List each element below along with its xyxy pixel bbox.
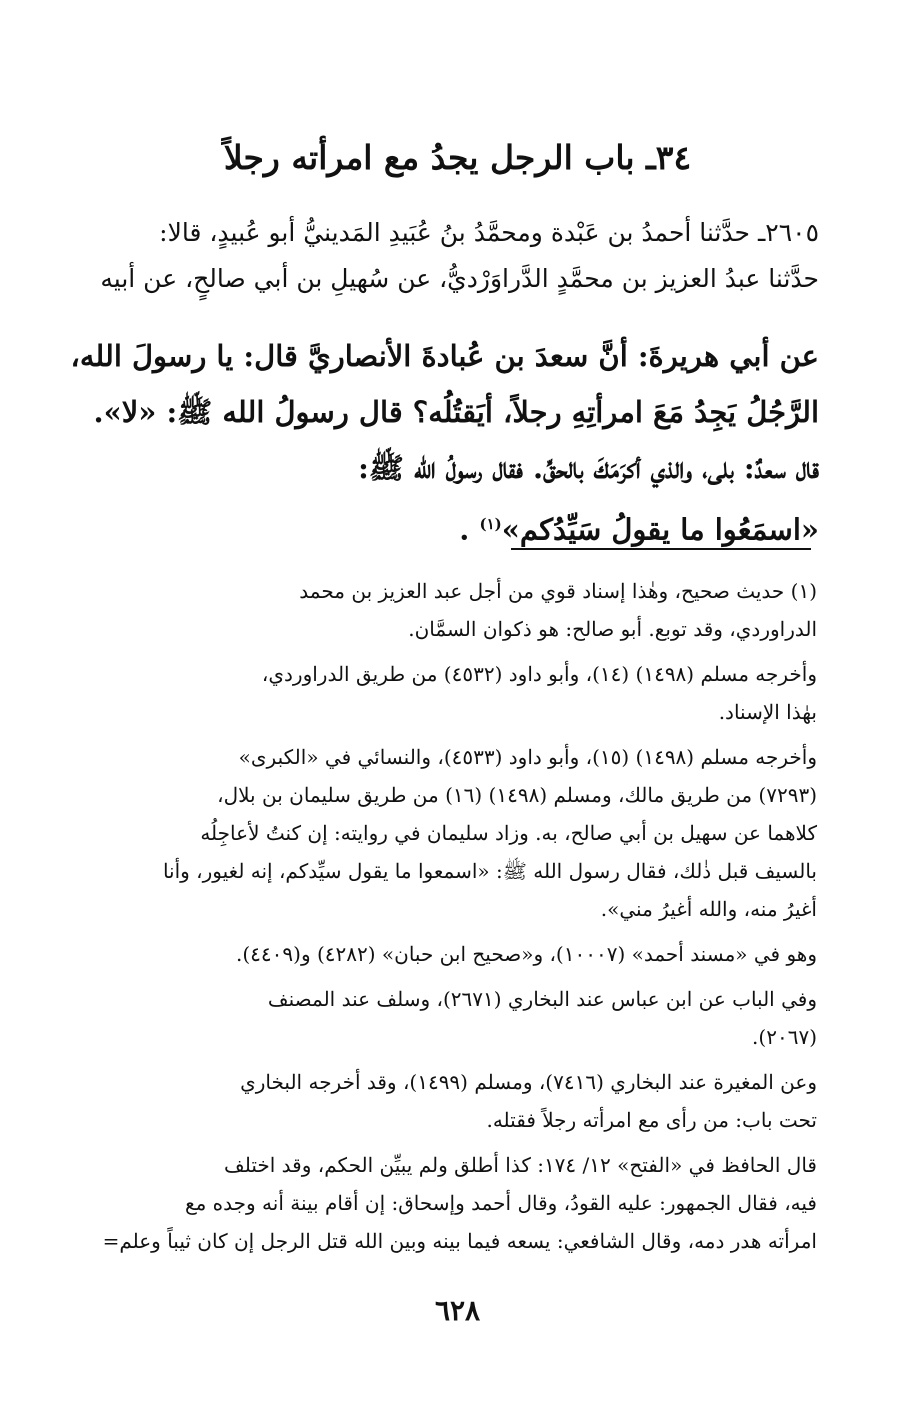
footnote-line: وعن المغيرة عند البخاري (٧٤١٦)، ومسلم (١٤٩٩)، وقد أخرجه البخاري [240, 1070, 817, 1094]
footnote-line: وأخرجه مسلم (١٤٩٨) (١٤)، وأبو داود (٤٥٣٢) من طريق الدراوردي، [261, 662, 817, 686]
footnote-paragraph [96, 738, 817, 928]
matn-line: عن أبي هريرةَ: أنَّ سعدَ بن عُبادةَ الأنصاريَّ قال: يا رسولَ الله، [70, 339, 819, 373]
footnote-line: وهو في «مسند أحمد» (١٠٠٠٧)، و«صحيح ابن حبان» (٤٢٨٢) و(٤٤٠٩). [236, 942, 817, 966]
footnote-paragraph [96, 1146, 817, 1260]
hadith-matn [70, 328, 819, 558]
footnote-line: الدراوردي، وقد توبع. أبو صالح: هو ذكوان السمَّان. [408, 617, 817, 641]
footnote-paragraph [96, 572, 817, 648]
chapter-title: ٣٤ـ باب الرجل يجدُ مع امرأته رجلاً [223, 138, 692, 177]
footnote-marker: (١) [479, 515, 502, 533]
footnote-line: وفي الباب عن ابن عباس عند البخاري (٢٦٧١)، وسلف عند المصنف [267, 987, 817, 1011]
isnad-line: ٢٦٠٥ـ حدَّثنا أحمدُ بن عَبْدة ومحمَّدُ بنُ عُبَيدِ المَدينيُّ أبو عُبيدٍ، قالا: [159, 218, 819, 247]
footnote-line: فيه، فقال الجمهور: عليه القودُ، وقال أحمد وإسحاق: إن أقام بينة أنه وجده مع [184, 1191, 817, 1215]
footnote-paragraph [96, 655, 817, 731]
footnote-paragraph [96, 1063, 817, 1139]
footnote-divider [511, 548, 811, 550]
footnote-line: بهٰذا الإسناد. [718, 700, 817, 724]
footnote-line: أغيرُ منه، والله أغيرُ مني». [600, 897, 817, 921]
footnote-paragraph [96, 980, 817, 1056]
isnad-line: حدَّثنا عبدُ العزيز بن محمَّدٍ الدَّراوَرْديُّ، عن سُهيلِ بن أبي صالحٍ، عن أبيه [100, 264, 819, 293]
footnote-line: (١) حديث صحيح، وهٰذا إسناد قوي من أجل عبد العزيز بن محمد [299, 579, 817, 603]
footnotes [96, 572, 817, 1267]
matn-end-punct: . [459, 512, 470, 547]
footnote-line: تحت باب: من رأى مع امرأته رجلاً فقتله. [486, 1108, 817, 1132]
matn-line: قال سعدٌ: بلى، والذي أكرَمَكَ بالحقِّ. فقال رسولُ الله ﷺ: [358, 451, 819, 485]
footnote-paragraph [96, 935, 817, 973]
page-number: ٦٢٨ [434, 1294, 481, 1327]
matn-line: الرَّجُلُ يَجِدُ مَعَ امرأتِهِ رجلاً، أيَقتُلُه؟ قال رسولُ الله ﷺ: «لا». [93, 395, 819, 429]
footnote-line: (٢٠٦٧). [752, 1025, 817, 1049]
footnote-line: بالسيف قبل ذٰلك، فقال رسول الله ﷺ: «اسمعوا ما يقول سيِّدكم، إنه لغيور، وأنا [162, 859, 817, 883]
footnote-line: امرأته هدر دمه، وقال الشافعي: يسعه فيما بينه وبين الله قتل الرجل إن كان ثيباً وعلم= [102, 1229, 817, 1253]
footnote-line: كلاهما عن سهيل بن أبي صالح، به. وزاد سليمان في روايته: إن كنتُ لأعاجِلُه [200, 821, 817, 845]
matn-line-text: «اسمَعُوا ما يقولُ سَيِّدُكم» [501, 512, 819, 547]
footnote-line: قال الحافظ في «الفتح» ١٢/ ١٧٤: كذا أطلق ولم يبيِّن الحكم، وقد اختلف [224, 1153, 817, 1177]
footnote-line: (٧٢٩٣) من طريق مالك، ومسلم (١٤٩٨) (١٦) من طريق سليمان بن بلال، [217, 783, 817, 807]
hadith-isnad [98, 210, 819, 302]
footnote-line: وأخرجه مسلم (١٤٩٨) (١٥)، وأبو داود (٤٥٣٣)، والنسائي في «الكبرى» [238, 745, 817, 769]
